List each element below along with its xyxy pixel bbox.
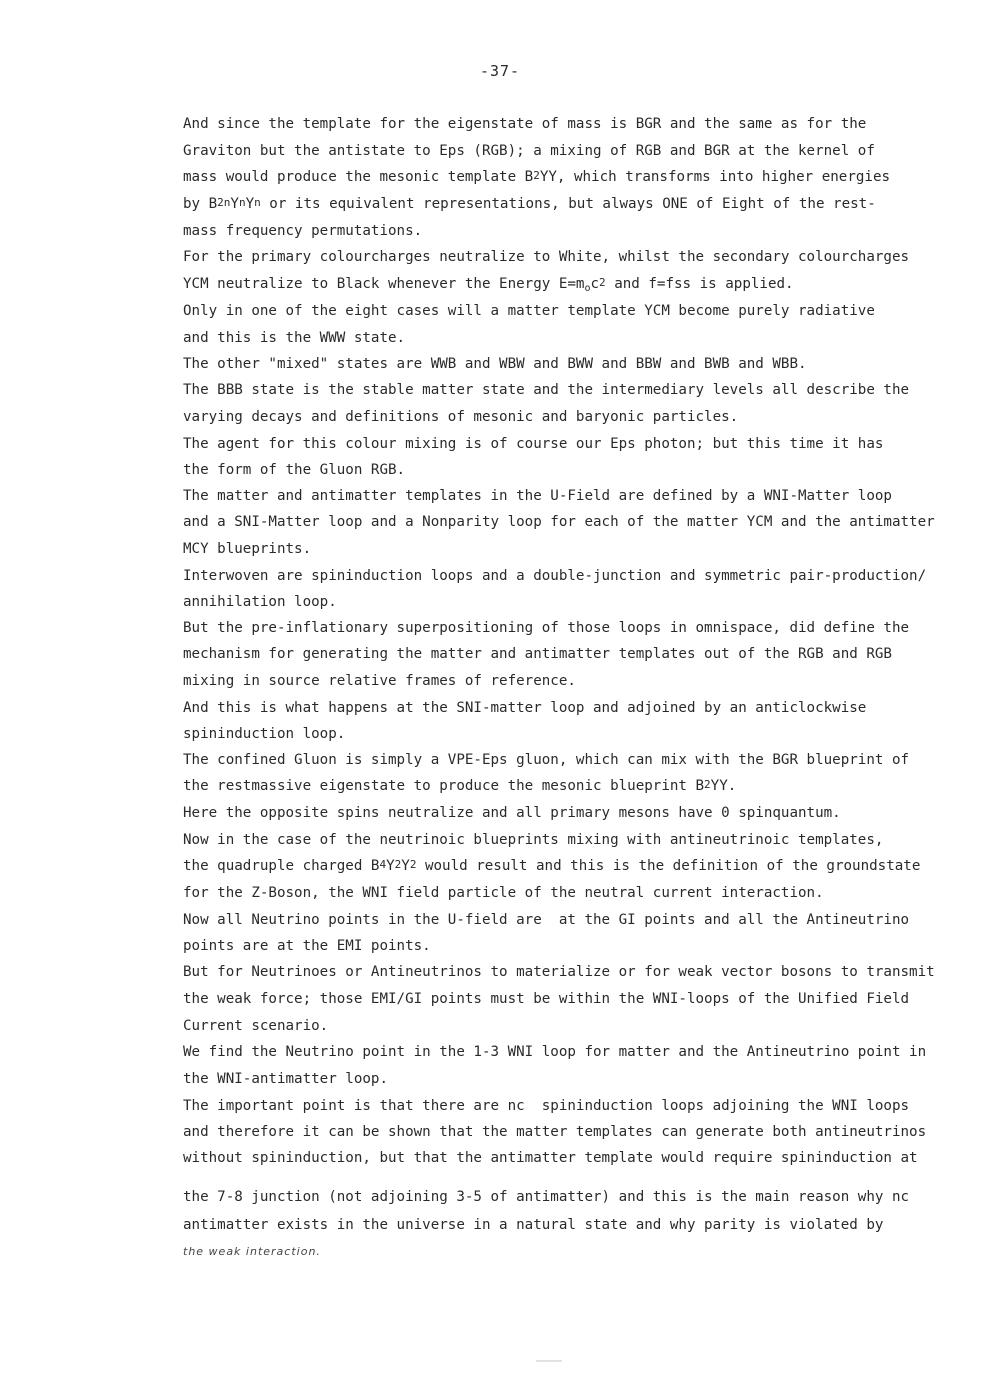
text-line: And this is what happens at the SNI-matter loop and adjoined by an anticlockwise xyxy=(183,700,867,716)
text-line: points are at the EMI points. xyxy=(183,938,431,954)
text-line: Graviton but the antistate to Eps (RGB); a mixing of RGB and BGR at the kernel of xyxy=(183,143,875,159)
handwritten-ending: the weak interaction. xyxy=(183,1245,321,1258)
text-line: Only in one of the eight cases will a matter template YCM become purely radiative xyxy=(183,303,875,319)
text-line: The agent for this colour mixing is of course our Eps photon; but this time it has xyxy=(183,436,884,452)
text-line: Here the opposite spins neutralize and all primary mesons have 0 spinquantum. xyxy=(183,805,841,821)
text-line: Current scenario. xyxy=(183,1018,329,1034)
text-line: the quadruple charged $B^4Y^2Y^2$ would result and this is the definition of the groundstate xyxy=(183,858,921,874)
text-line: the restmassive eigenstate to produce the mesonic blueprint $B^2YY$. xyxy=(183,778,737,794)
text-line: Now all Neutrino points in the U-field are at the GI points and all the Antineutrino xyxy=(183,912,910,928)
text-line: without spininduction, but that the antimatter template would require spininduction at xyxy=(183,1150,918,1166)
page-number: -37- xyxy=(479,62,521,80)
text-line: and this is the WWW state. xyxy=(183,330,406,346)
text-line: mechanism for generating the matter and antimatter templates out of the RGB and RGB xyxy=(183,646,892,662)
text-line: for the Z-Boson, the WNI field particle of the neutral current interaction. xyxy=(183,885,824,901)
text-line: mass frequency permutations. xyxy=(183,223,423,239)
text-line: YCM neutralize to Black whenever the Energy $E=m_oc^2$ and f=fss is applied. xyxy=(183,276,794,294)
text-line: antimatter exists in the universe in a natural state and why parity is violated by xyxy=(183,1217,884,1233)
text-line: mixing in source relative frames of reference. xyxy=(183,673,576,689)
text-line: mass would produce the mesonic template $B^2YY$, which transforms into higher energies xyxy=(183,169,891,185)
text-line: Interwoven are spininduction loops and a double-junction and symmetric pair-production/ xyxy=(183,568,927,584)
text-line: MCY blueprints. xyxy=(183,541,312,557)
text-line: the weak force; those EMI/GI points must be within the WNI-loops of the Unified Field xyxy=(183,991,910,1007)
text-line: We find the Neutrino point in the 1-3 WNI loop for matter and the Antineutrino point in xyxy=(183,1044,927,1060)
text-line: The other "mixed" states are WWB and WBW and BWW and BBW and BWB and WBB. xyxy=(183,356,807,372)
text-line: For the primary colourcharges neutralize to White, whilst the secondary colourcharges xyxy=(183,249,910,265)
text-line: But for Neutrinoes or Antineutrinos to materialize or for weak vector bosons to transmit xyxy=(183,964,935,980)
text-line: The confined Gluon is simply a VPE-Eps gluon, which can mix with the BGR blueprint of xyxy=(183,752,910,768)
text-line: the WNI-antimatter loop. xyxy=(183,1071,388,1087)
text-line: The BBB state is the stable matter state and the intermediary levels all describe the xyxy=(183,382,910,398)
text-line: Now in the case of the neutrinoic blueprints mixing with antineutrinoic templates, xyxy=(183,832,884,848)
scan-smudge xyxy=(536,1360,562,1362)
text-line: by $B^{2n}Y^nY^n$ or its equivalent representations, but always ONE of Eight of the rest- xyxy=(183,196,876,212)
text-line: The important point is that there are nc spininduction loops adjoining the WNI loops xyxy=(183,1098,910,1114)
text-line: and a SNI-Matter loop and a Nonparity loop for each of the matter YCM and the antimatter xyxy=(183,514,935,530)
text-line: varying decays and definitions of mesonic and baryonic particles. xyxy=(183,409,739,425)
text-line: annihilation loop. xyxy=(183,594,337,610)
text-line: And since the template for the eigenstate of mass is BGR and the same as for the xyxy=(183,116,867,132)
text-line: spininduction loop. xyxy=(183,726,346,742)
text-line: the form of the Gluon RGB. xyxy=(183,462,406,478)
text-line: The matter and antimatter templates in the U-Field are defined by a WNI-Matter loop xyxy=(183,488,892,504)
text-line: But the pre-inflationary superpositioning of those loops in omnispace, did define the xyxy=(183,620,910,636)
text-line: and therefore it can be shown that the matter templates can generate both antineutrinos xyxy=(183,1124,927,1140)
text-line: the 7-8 junction (not adjoining 3-5 of antimatter) and this is the main reason why nc xyxy=(183,1189,910,1205)
